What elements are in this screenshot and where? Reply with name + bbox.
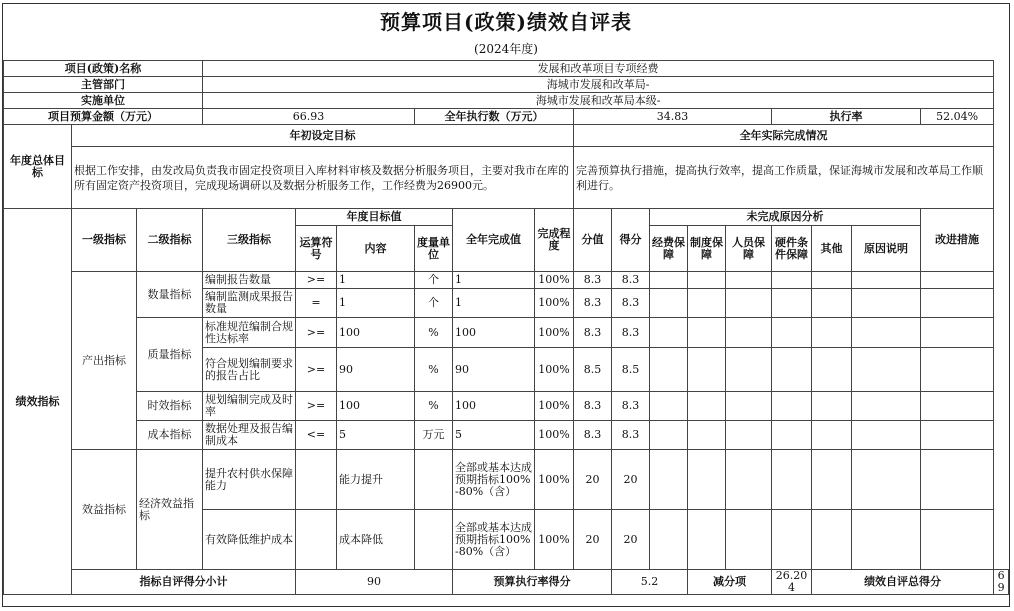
empty-cell (650, 289, 688, 318)
indicator-degree: 100% (535, 421, 574, 450)
empty-cell (772, 510, 812, 570)
benefit-indicator-label: 效益指标 (72, 450, 137, 570)
empty-cell (852, 392, 921, 421)
indicator-weight: 8.5 (574, 348, 612, 392)
indicator-actual: 全部或基本达成预期指标100%-80%（含） (453, 450, 535, 510)
indicator-score: 8.3 (612, 421, 650, 450)
goals-label: 年度总体目标 (4, 125, 72, 209)
subtotal-label: 指标自评得分小计 (72, 570, 296, 595)
total-value: 69 (994, 570, 1009, 595)
unit-label: 实施单位 (4, 93, 203, 109)
empty-cell (812, 450, 852, 510)
empty-cell (772, 348, 812, 392)
empty-cell (726, 318, 772, 348)
header-reason-other: 其他 (812, 226, 852, 272)
indicator-degree: 100% (535, 348, 574, 392)
indicator-unit: 个 (415, 272, 453, 289)
header-unit: 度量单位 (415, 226, 453, 272)
indicator-score: 20 (612, 510, 650, 570)
indicator-name: 符合规划编制要求的报告占比 (203, 348, 296, 392)
indicator-weight: 8.3 (574, 392, 612, 421)
empty-cell (852, 450, 921, 510)
page-title: 预算项目(政策)绩效自评表 (380, 10, 632, 34)
indicator-score: 8.3 (612, 392, 650, 421)
empty-cell (812, 348, 852, 392)
empty-cell (812, 289, 852, 318)
indicator-unit: % (415, 318, 453, 348)
evaluation-sheet (2, 3, 1010, 607)
header-reason-explain: 原因说明 (852, 226, 921, 272)
empty-cell (852, 421, 921, 450)
empty-cell (772, 392, 812, 421)
indicator-op: = (296, 289, 337, 318)
empty-cell (650, 510, 688, 570)
empty-cell (726, 392, 772, 421)
indicator-unit: 个 (415, 289, 453, 318)
empty-cell (688, 348, 726, 392)
actual-goal-header: 全年实际完成情况 (574, 125, 994, 147)
indicator-op: >= (296, 272, 337, 289)
indicator-name: 编制监测成果报告数量 (203, 289, 296, 318)
header-actual: 全年完成值 (453, 209, 535, 272)
empty-cell (772, 272, 812, 289)
empty-cell (852, 272, 921, 289)
empty-cell (921, 348, 994, 392)
indicator-unit (415, 510, 453, 570)
indicator-score: 8.5 (612, 348, 650, 392)
indicator-content: 5 (337, 421, 415, 450)
indicator-content: 成本降低 (337, 510, 415, 570)
indicator-op (296, 510, 337, 570)
empty-cell (772, 421, 812, 450)
empty-cell (921, 510, 994, 570)
perf-label: 绩效指标 (4, 209, 72, 595)
exec-label: 全年执行数（万元） (415, 109, 574, 125)
header-weight: 分值 (574, 209, 612, 272)
empty-cell (921, 392, 994, 421)
cost-indicator-label: 成本指标 (137, 421, 203, 450)
indicator-content: 90 (337, 348, 415, 392)
empty-cell (812, 510, 852, 570)
indicator-name: 有效降低维护成本 (203, 510, 296, 570)
budget-score-value: 5.2 (612, 570, 688, 595)
indicator-actual: 100 (453, 392, 535, 421)
indicator-op: >= (296, 392, 337, 421)
header-level2: 二级指标 (137, 209, 203, 272)
empty-cell (812, 318, 852, 348)
empty-cell (688, 510, 726, 570)
dept-value: 海城市发展和改革局- (203, 77, 994, 93)
indicator-degree: 100% (535, 450, 574, 510)
budget-label: 项目预算金额（万元） (4, 109, 203, 125)
empty-cell (688, 421, 726, 450)
header-degree: 完成程度 (535, 209, 574, 272)
indicator-content: 100 (337, 318, 415, 348)
indicator-score: 8.3 (612, 289, 650, 318)
subtotal-value: 90 (296, 570, 453, 595)
empty-cell (772, 450, 812, 510)
budget-score-label: 预算执行率得分 (453, 570, 612, 595)
empty-cell (812, 421, 852, 450)
economic-indicator-label: 经济效益指标 (137, 450, 203, 570)
indicator-op (296, 450, 337, 510)
indicator-name: 提升农村供水保障能力 (203, 450, 296, 510)
indicator-actual: 全部或基本达成预期指标100%-80%（含） (453, 510, 535, 570)
empty-cell (921, 450, 994, 510)
header-reason-system: 制度保障 (688, 226, 726, 272)
year-subtitle: (2024年度) (474, 42, 538, 56)
indicator-name: 标准规范编制合规性达标率 (203, 318, 296, 348)
empty-cell (852, 289, 921, 318)
total-label: 绩效自评总得分 (812, 570, 994, 595)
exec-value: 34.83 (574, 109, 772, 125)
indicator-degree: 100% (535, 318, 574, 348)
header-target-group: 年度目标值 (296, 209, 453, 226)
indicator-op: >= (296, 348, 337, 392)
initial-goal-header: 年初设定目标 (72, 125, 574, 147)
indicator-unit: 万元 (415, 421, 453, 450)
empty-cell (772, 289, 812, 318)
quality-indicator-label: 质量指标 (137, 318, 203, 392)
indicator-degree: 100% (535, 392, 574, 421)
empty-cell (726, 510, 772, 570)
header-content: 内容 (337, 226, 415, 272)
empty-cell (726, 348, 772, 392)
indicator-weight: 20 (574, 510, 612, 570)
indicator-actual: 1 (453, 289, 535, 318)
header-level3: 三级指标 (203, 209, 296, 272)
header-score: 得分 (612, 209, 650, 272)
indicator-degree: 100% (535, 272, 574, 289)
empty-cell (726, 450, 772, 510)
empty-cell (650, 272, 688, 289)
indicator-degree: 100% (535, 289, 574, 318)
output-indicator-label: 产出指标 (72, 272, 137, 450)
empty-cell (650, 318, 688, 348)
indicator-content: 1 (337, 289, 415, 318)
indicator-op: <= (296, 421, 337, 450)
project-name-label: 项目(政策)名称 (4, 61, 203, 77)
empty-cell (921, 318, 994, 348)
empty-cell (812, 272, 852, 289)
empty-cell (726, 421, 772, 450)
indicator-name: 编制报告数量 (203, 272, 296, 289)
indicator-content: 100 (337, 392, 415, 421)
empty-cell (921, 272, 994, 289)
indicator-score: 8.3 (612, 272, 650, 289)
indicator-unit: % (415, 348, 453, 392)
evaluation-table (3, 60, 1009, 595)
indicator-weight: 8.3 (574, 289, 612, 318)
indicator-name: 数据处理及报告编制成本 (203, 421, 296, 450)
empty-cell (772, 318, 812, 348)
indicator-weight: 8.3 (574, 421, 612, 450)
actual-goal-text: 完善预算执行措施，提高执行效率，提高工作质量，保证海城市发展和改革局工作顺利进行。 (574, 147, 994, 209)
indicator-actual: 100 (453, 318, 535, 348)
empty-cell (812, 392, 852, 421)
indicator-op: >= (296, 318, 337, 348)
time-indicator-label: 时效指标 (137, 392, 203, 421)
indicator-degree: 100% (535, 510, 574, 570)
empty-cell (650, 450, 688, 510)
indicator-unit (415, 450, 453, 510)
header-level1: 一级指标 (72, 209, 137, 272)
empty-cell (688, 450, 726, 510)
empty-cell (726, 272, 772, 289)
budget-value: 66.93 (203, 109, 415, 125)
empty-cell (688, 318, 726, 348)
indicator-actual: 90 (453, 348, 535, 392)
deduct-label: 减分项 (688, 570, 772, 595)
empty-cell (650, 421, 688, 450)
indicator-content: 1 (337, 272, 415, 289)
unit-value: 海城市发展和改革局本级- (203, 93, 994, 109)
header-op: 运算符号 (296, 226, 337, 272)
quantity-indicator-label: 数量指标 (137, 272, 203, 318)
empty-cell (650, 348, 688, 392)
empty-cell (688, 289, 726, 318)
header-improve: 改进措施 (921, 209, 994, 272)
empty-cell (726, 289, 772, 318)
indicator-actual: 1 (453, 272, 535, 289)
project-name-value: 发展和改革项目专项经费 (203, 61, 994, 77)
dept-label: 主管部门 (4, 77, 203, 93)
rate-value: 52.04% (921, 109, 994, 125)
empty-cell (921, 289, 994, 318)
empty-cell (921, 421, 994, 450)
indicator-name: 规划编制完成及时率 (203, 392, 296, 421)
empty-cell (852, 348, 921, 392)
rate-label: 执行率 (772, 109, 921, 125)
empty-cell (688, 272, 726, 289)
indicator-weight: 8.3 (574, 272, 612, 289)
deduct-value: 26.204 (772, 570, 812, 595)
indicator-weight: 20 (574, 450, 612, 510)
initial-goal-text: 根据工作安排，由发改局负责我市固定投资项目入库材料审核及数据分析服务项目，主要对我市在库的所有固定资产投资项目，完成现场调研以及数据分析服务工作，工作经费为26900元。 (72, 147, 574, 209)
indicator-actual: 5 (453, 421, 535, 450)
header-reason-funding: 经费保障 (650, 226, 688, 272)
header-reason-hardware: 硬件条件保障 (772, 226, 812, 272)
header-reason-staff: 人员保障 (726, 226, 772, 272)
indicator-unit: % (415, 392, 453, 421)
empty-cell (852, 510, 921, 570)
empty-cell (650, 392, 688, 421)
empty-cell (852, 318, 921, 348)
indicator-weight: 8.3 (574, 318, 612, 348)
indicator-content: 能力提升 (337, 450, 415, 510)
indicator-score: 8.3 (612, 318, 650, 348)
header-reason-group: 未完成原因分析 (650, 209, 921, 226)
empty-cell (688, 392, 726, 421)
indicator-score: 20 (612, 450, 650, 510)
